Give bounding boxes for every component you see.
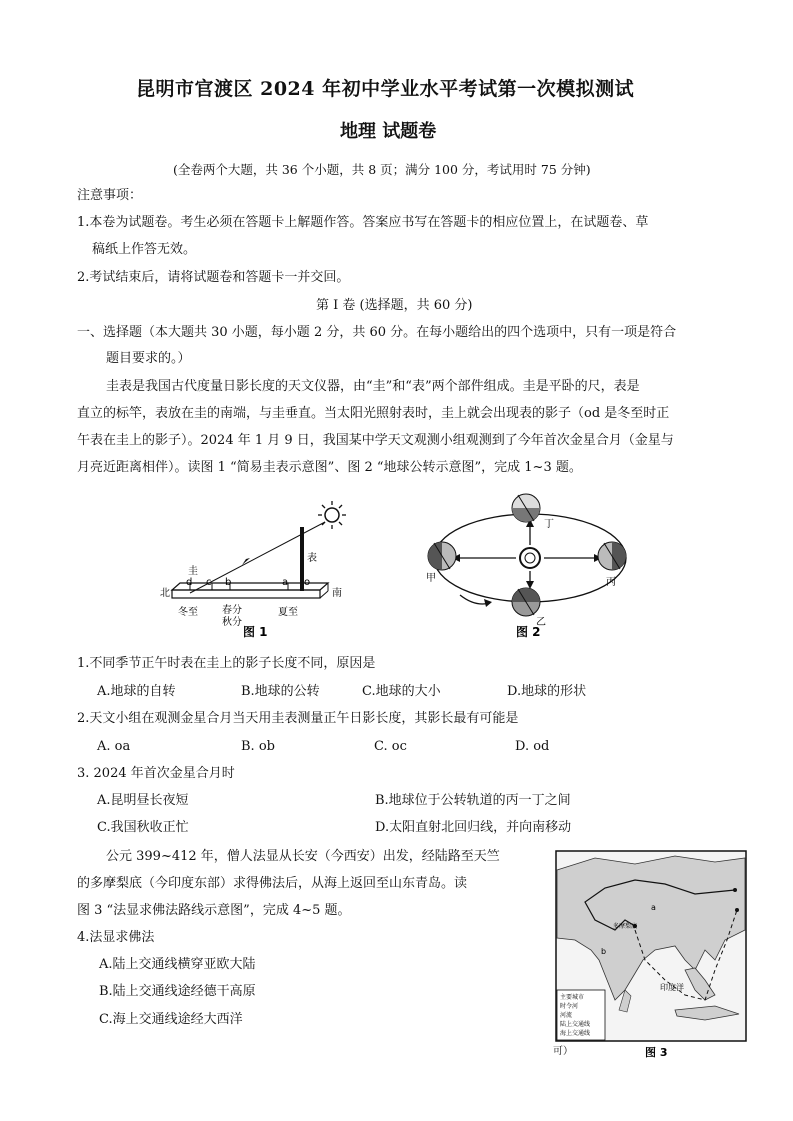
note-1-line-2: 稿纸上作答无效。 [92, 242, 197, 257]
q3-option-a: A.昆明昼长夜短 [97, 793, 189, 808]
label-b: b [225, 577, 232, 588]
passage1-line-4: 月亮近距离相伴）。读图 1 “简易圭表示意图”、图 2 “地球公转示意图”，完成 1~3 题。 [77, 460, 582, 475]
sun-icon [318, 501, 346, 529]
passage1-line-2: 直立的标竿，表放在圭的南端，与圭垂直。当太阳光照射表时，圭上就会出现表的影子（od 是冬至时正 [77, 406, 670, 421]
q1-option-d: D.地球的形状 [507, 684, 587, 699]
label-c: c [206, 577, 212, 588]
note-1-line-1: 1.本卷为试题卷。考生必须在答题卡上解题作答。答案应书写在答题卡的相应位置上，在试题卷、草 [77, 215, 649, 230]
figure-2-orbit [420, 485, 650, 645]
legend-land-route: 陆上交通线 [560, 1021, 591, 1028]
label-a: a [282, 577, 289, 588]
section-heading: 第 I 卷 (选择题，共 60 分) [316, 298, 473, 313]
label-biao: 表 [307, 553, 317, 564]
figure-1-caption: 图 1 [243, 625, 268, 639]
q3-option-d: D.太阳直射北回归线，并向南移动 [375, 820, 572, 835]
label-a: a [651, 903, 656, 912]
figure-3-caption: 图 3 [645, 1046, 668, 1059]
q2-option-c: C. oc [374, 739, 407, 754]
q1-stem: 1.不同季节正午时表在圭上的影子长度不同，原因是 [77, 656, 376, 671]
q4-option-a: A.陆上交通线横穿亚欧大陆 [99, 957, 256, 972]
exam-meta: (全卷两个大题，共 36 个小题，共 8 页；满分 100 分，考试用时 75 分钟) [173, 162, 591, 177]
footer-fragment: 可） [553, 1046, 573, 1057]
figure-1-gnomon [150, 495, 350, 645]
figure-2-caption: 图 2 [516, 625, 541, 639]
earth-yi [512, 588, 540, 616]
note-2: 2.考试结束后，请将试题卷和答题卡一并交回。 [77, 270, 350, 285]
label-chunfen: 春分 [222, 605, 242, 616]
q1-option-c: C.地球的大小 [362, 684, 441, 699]
label-yi: 乙 [536, 617, 546, 628]
earth-ding [512, 494, 540, 522]
sun-icon [520, 548, 540, 568]
label-bing: 丙 [606, 577, 616, 588]
legend-seasonal-river: 时令河 [560, 1003, 579, 1010]
q4-stem: 4.法显求佛法 [77, 930, 155, 945]
label-duomolidi: 多摩梨底 [613, 923, 638, 930]
passage2-line-2: 的多摩梨底（今印度东部）求得佛法后，从海上返回至山东青岛。读 [77, 876, 468, 891]
label-indian-ocean: 印度洋 [660, 983, 684, 992]
label-xiazhi: 夏至 [278, 607, 298, 618]
q3-option-b: B.地球位于公转轨道的丙一丁之间 [375, 793, 571, 808]
earth-jia [428, 542, 456, 570]
q2-option-a: A. oa [97, 739, 131, 754]
label-o: o [304, 577, 311, 588]
label-qiufen: 秋分 [222, 617, 242, 628]
q2-option-d: D. od [515, 739, 550, 754]
label-ding: 丁 [544, 519, 554, 530]
page-subtitle: 地理 试题卷 [340, 121, 437, 142]
part1-line-2: 题目要求的。） [106, 351, 191, 366]
q2-stem: 2.天文小组在观测金星合月当天用圭表测量正午日影长度，其影长最有可能是 [77, 711, 519, 726]
q3-option-c: C.我国秋收正忙 [97, 820, 189, 835]
legend-sea-route: 海上交通线 [560, 1030, 591, 1037]
q4-option-b: B.陆上交通线途经德干高原 [99, 984, 256, 999]
label-b: b [601, 947, 607, 956]
label-gui: 圭 [188, 566, 198, 577]
earth-bing [598, 542, 626, 570]
q4-option-c: C.海上交通线途经大西洋 [99, 1012, 243, 1027]
legend-city: 主要城市 [560, 994, 585, 1001]
label-d: d [186, 577, 193, 588]
label-dongzhi: 冬至 [178, 607, 198, 618]
q1-option-b: B.地球的公转 [241, 684, 320, 699]
passage1-line-3: 午表在圭上的影子）。2024 年 1 月 9 日，我国某中学天文观测小组观测到了今年首次金星合月（金星与 [77, 433, 674, 448]
part1-line-1: 一、选择题（本大题共 30 小题，每小题 2 分，共 60 分。在每小题给出的四个选项中，只有一项是符合 [77, 325, 677, 340]
legend-river: 河流 [560, 1012, 573, 1019]
q1-option-a: A.地球的自转 [97, 684, 176, 699]
passage2-line-3: 图 3 “法显求佛法路线示意图”，完成 4~5 题。 [77, 903, 351, 918]
page-title: 昆明市官渡区 2024 年初中学业水平考试第一次模拟测试 [136, 78, 635, 100]
q2-option-b: B. ob [241, 739, 275, 754]
passage2-line-1: 公元 399~412 年，僧人法显从长安（今西安）出发，经陆路至天竺 [106, 849, 500, 864]
q3-stem: 3. 2024 年首次金星合月时 [77, 766, 235, 781]
label-south: 南 [332, 588, 342, 599]
label-north: 北 [160, 588, 170, 599]
label-jia: 甲 [426, 573, 436, 584]
notes-heading: 注意事项： [77, 188, 143, 203]
figure-3-map [555, 850, 747, 1060]
passage1-line-1: 圭表是我国古代度量日影长度的天文仪器，由“圭”和“表”两个部件组成。圭是平卧的尺，表是 [106, 379, 640, 394]
